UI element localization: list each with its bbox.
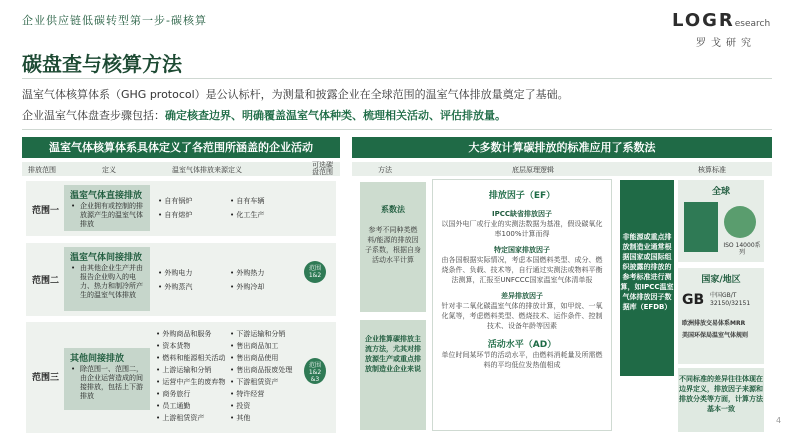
divider — [22, 129, 772, 130]
scope-label: 范围三 — [32, 373, 60, 383]
method-title: 系数法 — [381, 205, 405, 214]
intro-line-2 — [22, 107, 506, 123]
scope-badge-1-2: 范围 1&2 — [304, 261, 326, 283]
col-scope: 排放范围 — [28, 166, 56, 174]
logo-sub: esearch — [734, 19, 771, 29]
def-title: 温室气体直接排放 — [70, 191, 143, 201]
src-item: • 化工生产 — [230, 209, 264, 221]
method-coefficient — [360, 182, 426, 312]
src-item: • 燃料和能源相关活动 — [156, 352, 225, 364]
src-item: • 上游租赁资产 — [156, 412, 204, 424]
std-global — [678, 180, 764, 262]
ef-sub: 特定国家排放因子 — [494, 246, 550, 254]
std-global-title: 全球 — [711, 187, 730, 197]
src-item: • 特许经营 — [230, 388, 264, 400]
src-item: • 外购冷却 — [230, 281, 264, 293]
iso-book-icon — [684, 202, 718, 252]
page-subtitle: 企业供应链低碳转型第一步-碳核算 — [22, 14, 207, 27]
right-header-bar: 大多数计算碳排放的标准应用了系数法 — [352, 137, 772, 158]
std-footnote: 不同标准的差异往往体现在边界定义，排放因子来源和排放分类等方面，计算方法基本一致 — [678, 368, 764, 432]
src-item: • 下游租赁资产 — [230, 376, 278, 388]
std-eu: 欧洲排放交易体系MRR — [682, 320, 746, 327]
logic-box — [432, 179, 612, 431]
scope-label: 范围一 — [32, 206, 60, 216]
right-column-headers — [352, 162, 772, 176]
src-item: • 外购电力 — [158, 267, 192, 279]
src-item: • 售出商品加工 — [230, 340, 278, 352]
def-item: • 由其他企业生产并由报告企业购入的电力、热力和制冷所产生的温室气体排放 — [64, 264, 150, 300]
logo-main: LOGR — [672, 10, 735, 31]
logo-cn: 罗戈研究 — [696, 38, 756, 49]
src-item: • 外购热力 — [230, 267, 264, 279]
scope-row-2 — [26, 243, 336, 316]
src-item: • 自有熔炉 — [158, 209, 192, 221]
scope-row-1 — [26, 181, 336, 236]
src-item: • 其他 — [230, 412, 250, 424]
ipcc-note: 非能源或重点排放制造业通常根据国家或国际组织披露的排放的参考标准进行测算，如IPCC温室气体排放因子数据库（EFDB） — [620, 180, 674, 376]
src-item: • 资本货物 — [156, 340, 190, 352]
ad-desc: 单位时间某环节的活动水平，由燃料消耗量及所需燃料的平均低位发热值相成 — [441, 351, 603, 369]
left-header-bar: 温室气体核算体系具体定义了各范围所涵盖的企业活动 — [22, 137, 340, 158]
src-item: • 售出商品报废处理 — [230, 364, 292, 376]
intro-prefix: 企业温室气体盘查步骤包括： — [22, 109, 165, 122]
src-item: • 商务旅行 — [156, 388, 190, 400]
scope-def — [64, 247, 150, 311]
ef-sub: IPCC缺省排放因子 — [491, 210, 552, 218]
src-item: • 投资 — [230, 400, 250, 412]
src-item: • 外购蒸汽 — [158, 281, 192, 293]
ad-title: 活动水平（AD） — [487, 340, 557, 350]
ef-desc: 以国外电厂或行业的实测法数据为基准，假设碳氧化率100%计算而得 — [441, 220, 603, 238]
src-item: • 上游运输和分销 — [156, 364, 211, 376]
src-item: • 员工通勤 — [156, 400, 190, 412]
src-item: • 自有锅炉 — [158, 195, 192, 207]
def-title: 其他间接排放 — [70, 354, 125, 364]
std-iso: ISO 14000系列 — [723, 242, 761, 256]
src-item: • 外购商品和服务 — [156, 328, 211, 340]
std-region — [678, 268, 764, 364]
intro-bold: 确定核查边界、明确覆盖温室气体种类、梳理相关活动、评估排放量。 — [165, 109, 506, 122]
src-item: • 售出商品使用 — [230, 352, 278, 364]
left-column-headers — [22, 162, 340, 176]
col-std: 核算标准 — [698, 166, 726, 174]
std-gb: GB — [682, 292, 705, 308]
def-item: • 除范围一、范围二，由企业运营造成的间接排放，包括上下游排放 — [64, 365, 150, 401]
method-note: 企业推算碳排放主流方法，尤其对排放源生产或重点排放制造业企业来说 — [365, 335, 421, 373]
def-title: 温室气体间接排放 — [70, 253, 143, 263]
scope-row-3 — [26, 322, 336, 433]
std-region-title: 国家/地区 — [701, 275, 741, 285]
std-us: 美国环保局温室气体规则 — [682, 332, 749, 339]
ef-desc: 由各国根据实际情况，考虑本国燃料类型、成分、燃烧条件、负载、技术等，自行通过实测法或物料平衡法测算，汇报至UNFCCC国家温室气体清单报 — [441, 256, 603, 284]
intro-line-1: 温室气体核算体系（GHG protocol）是公认标杆，为测量和披露企业在全球范围的温室气体排放量奠定了基础。 — [22, 88, 569, 101]
iso-seal-icon — [724, 206, 756, 238]
scope-def — [64, 348, 150, 410]
src-item: • 自有车辆 — [230, 195, 264, 207]
page-title: 碳盘查与核算方法 — [22, 52, 182, 76]
col-src: 温室气体排放来源定义 — [172, 166, 242, 174]
col-logic: 底层原理逻辑 — [512, 166, 554, 174]
method-desc: 参考不同种类燃料/能源的排放因子系数，根据自身活动水平计算 — [365, 226, 421, 264]
ef-title: 排放因子（EF） — [488, 191, 556, 201]
divider — [22, 78, 772, 79]
std-gb-code: 中国GB/T 32150/32151 — [710, 292, 751, 307]
def-item: • 企业拥有或控制的排放源产生的温室气体排放 — [64, 202, 150, 229]
scope-label: 范围二 — [32, 276, 60, 286]
src-item: • 运营中产生的废弃物 — [156, 376, 225, 388]
src-item: • 下游运输和分销 — [230, 328, 285, 340]
page-number: 4 — [776, 416, 782, 425]
scope-badge-1-2-3: 范围 1&2 &3 — [304, 358, 326, 384]
ef-sub: 差异排放因子 — [501, 292, 543, 300]
ef-desc: 针对非二氧化碳温室气体的排放计算，如甲烷、一氧化氮等，考虑燃料类型、燃烧技术、运作条件、控制技术、设备年龄等因素 — [441, 302, 603, 330]
col-method: 方法 — [378, 166, 392, 174]
logo — [672, 10, 772, 50]
col-trade: 可选碳盘范围 — [312, 161, 333, 176]
method-mainstream — [360, 320, 426, 430]
scope-def — [64, 185, 150, 231]
col-def: 定义 — [102, 166, 116, 174]
